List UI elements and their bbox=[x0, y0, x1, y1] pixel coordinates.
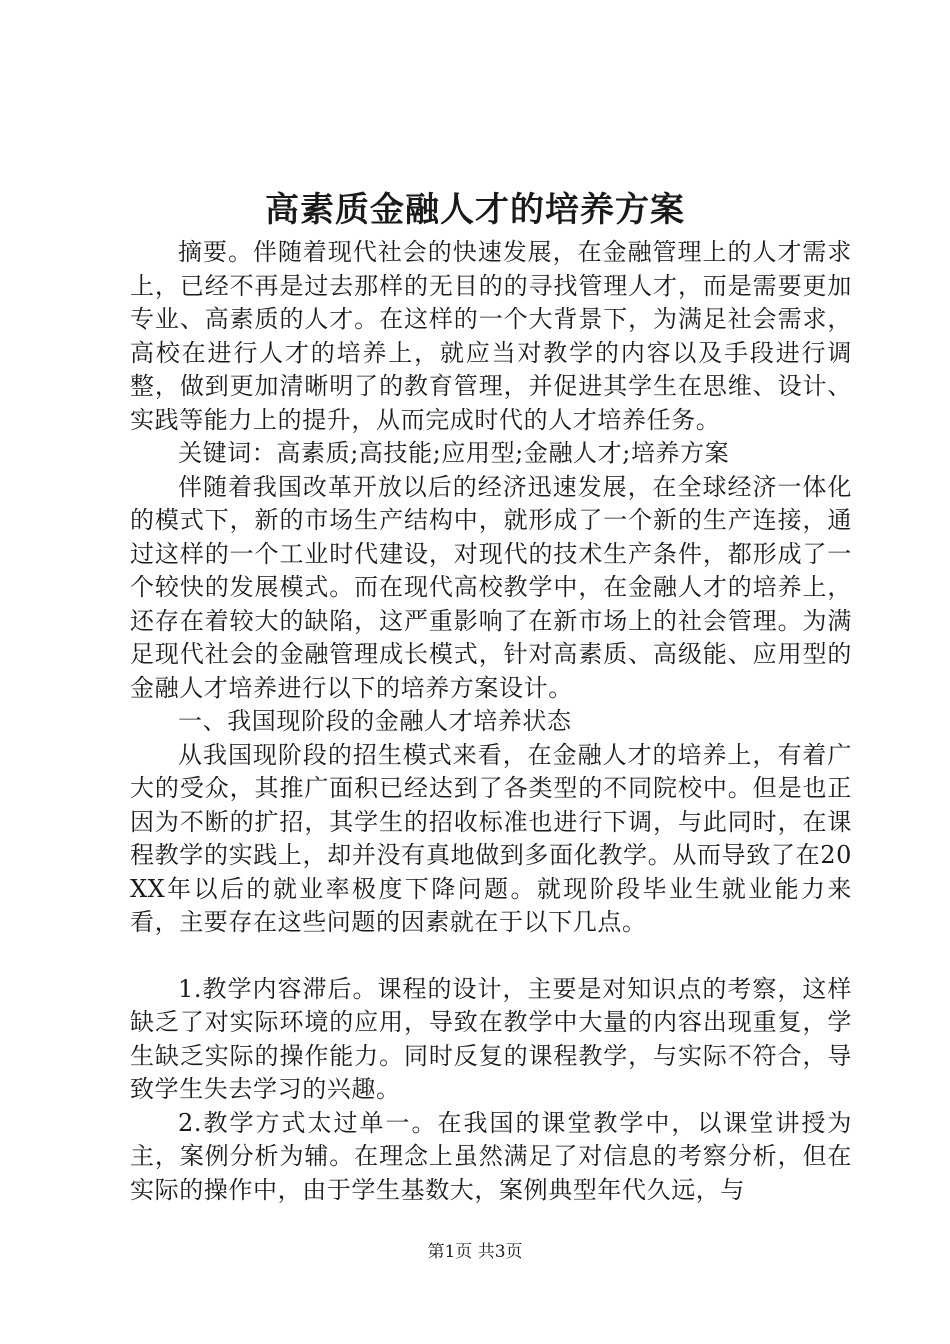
intro-paragraph: 伴随着我国改革开放以后的经济迅速发展，在全球经济一体化的模式下，新的市场生产结构中，就形成了一个新的生产连接，通过这样的一个工业时代建设，对现代的技术生产条件，都形成了一个较快的发展模式。而在现代高校教学中，在金融人才的培养上，还存在着较大的缺陷，这严重影响了在新市场上的社会管理。为满足现代社会的金融管理成长模式，针对高素质、高级能、应用型的金融人才培养进行以下的培养方案设计。 bbox=[130, 472, 852, 702]
document-body bbox=[130, 236, 852, 1207]
list-item-1: 1.教学内容滞后。课程的设计，主要是对知识点的考察，这样缺乏了对实际环境的应用，导致在教学中大量的内容出现重复，学生缺乏实际的操作能力。同时反复的课程教学，与实际不符合，导致学生失去学习的兴趣。 bbox=[130, 974, 852, 1103]
abstract-paragraph: 摘要。伴随着现代社会的快速发展，在金融管理上的人才需求上，已经不再是过去那样的无目的的寻找管理人才，而是需要更加专业、高素质的人才。在这样的一个大背景下，为满足社会需求，高校在进行人才的培养上，就应当对教学的内容以及手段进行调整，做到更加清晰明了的教育管理，并促进其学生在思维、设计、实践等能力上的提升，从而完成时代的人才培养任务。 bbox=[130, 238, 852, 434]
page-footer: 第1页 共3页 bbox=[427, 1242, 523, 1262]
document-title: 高素质金融人才的培养方案 bbox=[265, 190, 685, 230]
section-1-paragraph: 从我国现阶段的招生模式来看，在金融人才的培养上，有着广大的受众，其推广面积已经达到了各类型的不同院校中。但是也正因为不断的扩招，其学生的招收标准也进行下调，与此同时，在课程教学的实践上，却并没有真地做到多面化教学。从而导致了在20XX年以后的就业率极度下降问题。就现阶段毕业生就业能力来看，主要存在这些问题的因素就在于以下几点。 bbox=[130, 740, 852, 936]
section-heading-1: 一、我国现阶段的金融人才培养状态 bbox=[178, 707, 572, 735]
list-item-2: 2.教学方式太过单一。在我国的课堂教学中，以课堂讲授为主，案例分析为辅。在理念上虽然满足了对信息的考察分析，但在实际的操作中，由于学生基数大，案例典型年代久远，与 bbox=[130, 1108, 852, 1204]
keywords-paragraph: 关键词：高素质;高技能;应用型;金融人才;培养方案 bbox=[178, 439, 730, 467]
